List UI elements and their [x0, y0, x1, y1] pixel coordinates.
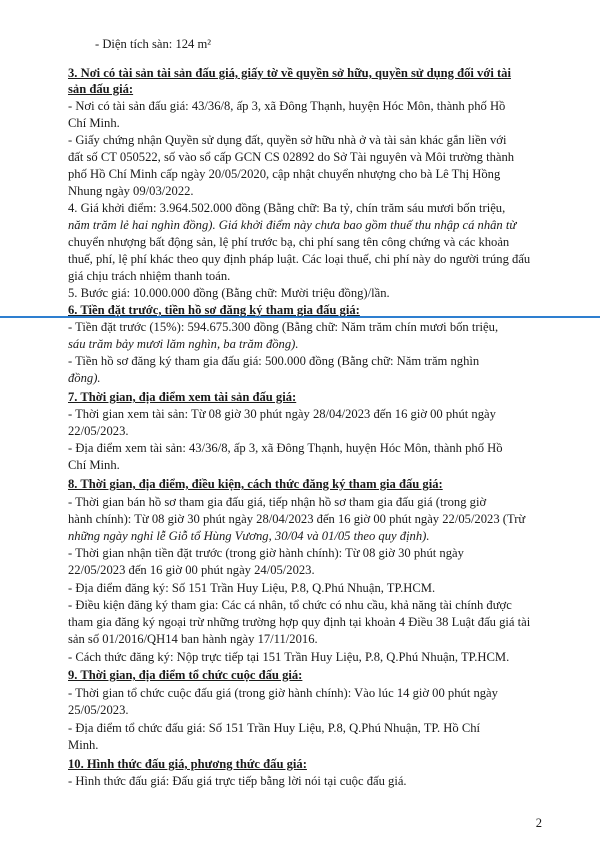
text-line: sáu trăm bảy mươi lăm nghìn, ba trăm đồng).: [68, 337, 299, 351]
text-line: thuế, phí, lệ phí khác theo quy định pháp luật. Các loại thuế, chi phí này do người trúng đấu: [68, 252, 531, 266]
section-heading: sản đấu giá:: [68, 82, 134, 96]
text-line: 25/05/2023.: [68, 703, 129, 717]
text-line: - Điều kiện đăng ký tham gia: Các cá nhân, tổ chức có nhu cầu, khả năng tài chính được: [68, 598, 512, 612]
text-line: - Tiền hồ sơ đăng ký tham gia đấu giá: 500.000 đồng (Bằng chữ: Năm trăm nghìn: [68, 354, 480, 368]
section-heading: 7. Thời gian, địa điểm xem tài sản đấu giá:: [68, 390, 297, 404]
text-line: tham gia đăng ký ngoại trừ những trường hợp quy định tại khoản 4 Điều 38 Luật đấu giá tài: [68, 615, 531, 629]
text-line: - Địa điểm xem tài sản: 43/36/8, ấp 3, xã Đông Thạnh, huyện Hóc Môn, thành phố Hồ: [68, 441, 503, 455]
text-line: đồng).: [68, 371, 101, 385]
text-line: - Địa điểm đăng ký: Số 151 Trần Huy Liệu, P.8, Q.Phú Nhuận, TP.HCM.: [68, 581, 436, 595]
text-line: 22/05/2023.: [68, 424, 129, 438]
text-line: Minh.: [68, 738, 99, 752]
text-line: Nhung ngày 09/03/2022.: [68, 184, 194, 198]
text-line: những ngày nghỉ lễ Giỗ tổ Hùng Vương, 30/04 và 01/05 theo quy định).: [68, 529, 430, 543]
section-heading: 10. Hình thức đấu giá, phương thức đấu giá:: [68, 757, 307, 771]
text-line: phố Hồ Chí Minh cấp ngày 20/05/2020, cập nhật chuyển nhượng cho bà Lê Thị Hồng: [68, 167, 501, 181]
text-line: - Diện tích sàn: 124 m²: [95, 37, 212, 51]
text-line: Chí Minh.: [68, 116, 120, 130]
section-heading: 5. Bước giá: 10.000.000 đồng (Bằng chữ: Mười triệu đồng)/lần.: [68, 286, 390, 300]
text-line: - Nơi có tài sản đấu giá: 43/36/8, ấp 3, xã Đông Thạnh, huyện Hóc Môn, thành phố Hồ: [68, 99, 506, 113]
text-line: - Thời gian xem tài sản: Từ 08 giờ 30 phút ngày 28/04/2023 đến 16 giờ 00 phút ngày: [68, 407, 496, 421]
text-line: sản số 01/2016/QH14 ban hành ngày 17/11/2016.: [68, 632, 318, 646]
text-line: chuyển nhượng bất động sản, lệ phí trước bạ, chi phí sang tên công chứng và các khoản: [68, 235, 510, 249]
page-number: 2: [535, 816, 542, 830]
text-line: - Thời gian nhận tiền đặt trước (trong giờ hành chính): Từ 08 giờ 30 phút ngày: [68, 546, 464, 560]
section-heading: 9. Thời gian, địa điểm tổ chức cuộc đấu giá:: [68, 668, 303, 682]
section-heading: 3. Nơi có tài sản tài sản đấu giá, giấy tờ về quyền sở hữu, quyền sử dụng đối với tài: [68, 66, 511, 80]
section-heading: 6. Tiền đặt trước, tiền hồ sơ đăng ký tham gia đấu giá:: [68, 303, 360, 317]
section-heading: 8. Thời gian, địa điểm, điều kiện, cách thức đăng ký tham gia đấu giá:: [68, 477, 443, 491]
text-line: - Địa điểm tổ chức đấu giá: Số 151 Trần Huy Liệu, P.8, Q.Phú Nhuận, TP. Hồ Chí: [68, 721, 481, 735]
text-line: hành chính): Từ 08 giờ 30 phút ngày 28/04/2023 đến 16 giờ 00 phút ngày 22/05/2023 (Trừ: [68, 512, 526, 526]
text-line: - Cách thức đăng ký: Nộp trực tiếp tại 151 Trần Huy Liệu, P.8, Q.Phú Nhuận, TP.HCM.: [68, 650, 510, 664]
text-line: - Thời gian bán hồ sơ tham gia đấu giá, tiếp nhận hồ sơ tham gia đấu giá (trong giờ: [68, 495, 487, 509]
text-line: giá chịu trách nhiệm thanh toán.: [68, 269, 231, 283]
text-line: - Tiền đặt trước (15%): 594.675.300 đồng (Bằng chữ: Năm trăm chín mươi bốn triệu,: [68, 320, 499, 334]
text-line: Chí Minh.: [68, 458, 120, 472]
text-line: đất số CT 050522, số vào sổ cấp GCN CS 02892 do Sở Tài nguyên và Môi trường thành: [68, 150, 515, 164]
section-heading: 4. Giá khởi điểm: 3.964.502.000 đồng (Bằng chữ: Ba tỷ, chín trăm sáu mươi bốn triệu,: [68, 201, 506, 215]
text-line: - Hình thức đấu giá: Đấu giá trực tiếp bằng lời nói tại cuộc đấu giá.: [68, 774, 407, 788]
text-line: - Giấy chứng nhận Quyền sử dụng đất, quyền sở hữu nhà ở và tài sản khác gắn liền với: [68, 133, 507, 147]
text-line: - Thời gian tổ chức cuộc đấu giá (trong giờ hành chính): Vào lúc 14 giờ 00 phút ngày: [68, 686, 498, 700]
text-line: 22/05/2023 đến 16 giờ 00 phút ngày 24/05/2023.: [68, 563, 315, 577]
text-line: năm trăm lẻ hai nghìn đồng). Giá khởi điểm này chưa bao gồm thuế thu nhập cá nhân từ: [68, 218, 517, 232]
